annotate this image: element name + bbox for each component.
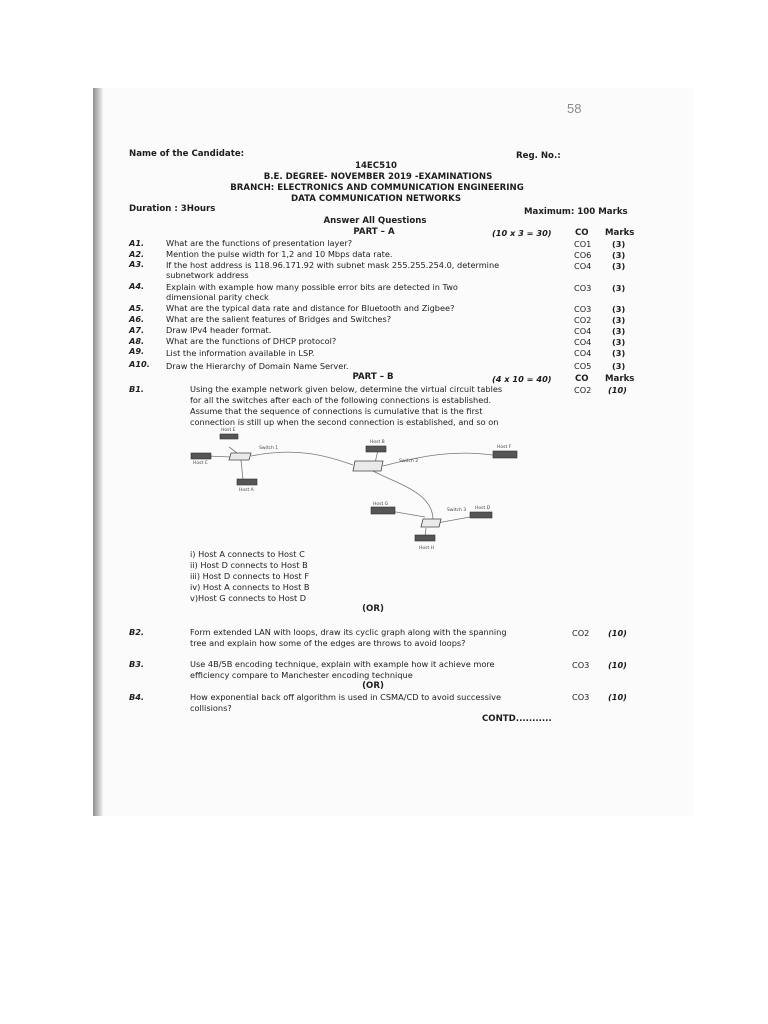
switch-2-icon (353, 461, 383, 471)
question-id: B3. (129, 659, 145, 669)
question-text: List the information available in LSP. (166, 348, 315, 358)
b1-item: v)Host G connects to Host D (190, 593, 307, 603)
question-co: CO3 (572, 660, 590, 670)
switch-3-icon (421, 519, 441, 527)
question-marks: (3) (612, 337, 626, 347)
question-co: CO2 (572, 628, 590, 638)
question-co: CO3 (574, 283, 592, 293)
question-id: B2. (129, 627, 145, 637)
part-b-marks-header: Marks (605, 374, 635, 384)
question-text-continued: collisions? (190, 703, 232, 713)
question-marks: (10) (608, 385, 627, 395)
question-id: A5. (129, 303, 145, 313)
question-text: If the host address is 118.96.171.92 with subnet mask 255.255.254.0, determine (166, 260, 500, 270)
question-id: A8. (129, 336, 145, 346)
question-id: A3. (129, 259, 145, 269)
b1-line: Using the example network given below, determine the virtual circuit tables (190, 384, 503, 394)
question-text: What are the typical data rate and distance for Bluetooth and Zigbee? (166, 303, 455, 313)
host-c-icon (191, 453, 211, 459)
question-marks: (3) (612, 261, 626, 271)
host-a-label: Host A (239, 488, 254, 493)
candidate-name-label: Name of the Candidate: (129, 149, 245, 159)
question-id: A6. (129, 314, 145, 324)
question-id: B4. (129, 692, 145, 702)
question-id: A10. (129, 359, 150, 369)
question-co: CO3 (572, 692, 590, 702)
switch-2-label: Switch 2 (399, 459, 419, 464)
question-text: What are the functions of DHCP protocol? (166, 336, 337, 346)
question-text: Use 4B/5B encoding technique, explain with example how it achieve more (190, 659, 495, 669)
question-co: CO4 (574, 326, 592, 336)
question-co: CO1 (574, 239, 592, 249)
host-b-label: Host B (370, 440, 385, 445)
or-divider: (OR) (362, 604, 384, 614)
question-co: CO4 (574, 348, 592, 358)
host-b-icon (366, 446, 386, 452)
question-text-continued: tree and explain how some of the edges are throws to avoid loops? (190, 638, 466, 648)
question-co: CO2 (574, 315, 592, 325)
part-a-co-header: CO (575, 228, 589, 238)
host-g-label: Host G (373, 502, 389, 507)
part-a-title: PART – A (353, 227, 395, 237)
network-diagram (185, 425, 530, 553)
question-marks: (10) (608, 628, 627, 638)
host-h-icon (415, 535, 435, 541)
b1-line: connection is still up when the second connection is established, and so on (190, 417, 499, 427)
host-e-icon (220, 434, 238, 439)
b1-line: Assume that the sequence of connections is cumulative that is the first (190, 406, 483, 416)
switch-1-icon (229, 453, 251, 460)
question-marks: (3) (612, 326, 626, 336)
b1-line: for all the switches after each of the following connections is established. (190, 395, 492, 405)
question-marks: (3) (612, 239, 626, 249)
duration-label: Duration : 3Hours (129, 204, 216, 214)
host-d-icon (470, 512, 492, 518)
question-marks: (3) (612, 304, 626, 314)
question-text: What are the functions of presentation layer? (166, 238, 353, 248)
scan-left-edge-shadow (93, 88, 103, 816)
question-marks: (10) (608, 692, 627, 702)
question-marks: (3) (612, 348, 626, 358)
host-a-icon (237, 479, 257, 485)
or-divider: (OR) (362, 681, 384, 691)
branch-title: BRANCH: ELECTRONICS AND COMMUNICATION ENGINEERING (230, 183, 524, 193)
part-a-marks-header: Marks (605, 228, 635, 238)
question-id: A9. (129, 346, 145, 356)
course-code: 14EC510 (354, 161, 398, 171)
part-b-title: PART – B (352, 372, 394, 382)
question-co: CO3 (574, 304, 592, 314)
instruction: Answer All Questions (323, 216, 427, 226)
question-id: A7. (129, 325, 145, 335)
question-marks: (3) (612, 361, 626, 371)
question-id: B1. (129, 384, 145, 394)
question-id: A2. (129, 249, 145, 259)
question-id: A1. (129, 238, 145, 248)
host-d-label: Host D (475, 506, 491, 511)
question-marks: (3) (612, 250, 626, 260)
question-text-continued: subnetwork address (166, 270, 249, 280)
question-marks: (3) (612, 315, 626, 325)
max-marks-label: Maximum: 100 Marks (524, 207, 628, 217)
part-a-scheme: (10 x 3 = 30) (492, 228, 552, 238)
question-co: CO4 (574, 261, 592, 271)
question-co: CO2 (574, 385, 592, 395)
question-text-continued: efficiency compare to Manchester encoding technique (190, 670, 413, 680)
host-c-label: Host C (193, 461, 208, 466)
host-h-label: Host H (419, 546, 435, 551)
question-text-continued: dimensional parity check (166, 292, 269, 302)
question-text: Draw IPv4 header format. (166, 325, 272, 335)
host-g-icon (371, 507, 395, 514)
host-e-label: Host E (221, 428, 236, 433)
continued-marker: CONTD........... (482, 714, 552, 724)
question-text: Mention the pulse width for 1,2 and 10 Mbps data rate. (166, 249, 393, 259)
question-id: A4. (129, 281, 145, 291)
question-marks: (3) (612, 283, 626, 293)
question-text: Form extended LAN with loops, draw its cyclic graph along with the spanning (190, 627, 507, 637)
switch-1-label: Switch 1 (259, 446, 279, 451)
question-co: CO6 (574, 250, 592, 260)
question-co: CO5 (574, 361, 592, 371)
exam-title: B.E. DEGREE- NOVEMBER 2019 -EXAMINATIONS (263, 172, 493, 182)
b1-item: iv) Host A connects to Host B (190, 582, 310, 592)
b1-item: i) Host A connects to Host C (190, 549, 305, 559)
host-f-icon (493, 451, 517, 458)
question-marks: (10) (608, 660, 627, 670)
question-text: What are the salient features of Bridges and Switches? (166, 314, 392, 324)
part-b-co-header: CO (575, 374, 589, 384)
switch-3-label: Switch 3 (447, 508, 467, 513)
b1-item: ii) Host D connects to Host B (190, 560, 308, 570)
part-b-scheme: (4 x 10 = 40) (492, 374, 552, 384)
b1-item: iii) Host D connects to Host F (190, 571, 310, 581)
question-co: CO4 (574, 337, 592, 347)
subject-title: DATA COMMUNICATION NETWORKS (290, 194, 462, 204)
question-text: Draw the Hierarchy of Domain Name Server. (166, 361, 349, 371)
host-f-label: Host F (497, 445, 512, 450)
page-number: 58 (567, 101, 582, 116)
reg-no-label: Reg. No.: (516, 151, 561, 161)
question-text: Explain with example how many possible error bits are detected in Two (166, 282, 458, 292)
question-text: How exponential back off algorithm is used in CSMA/CD to avoid successive (190, 692, 502, 702)
